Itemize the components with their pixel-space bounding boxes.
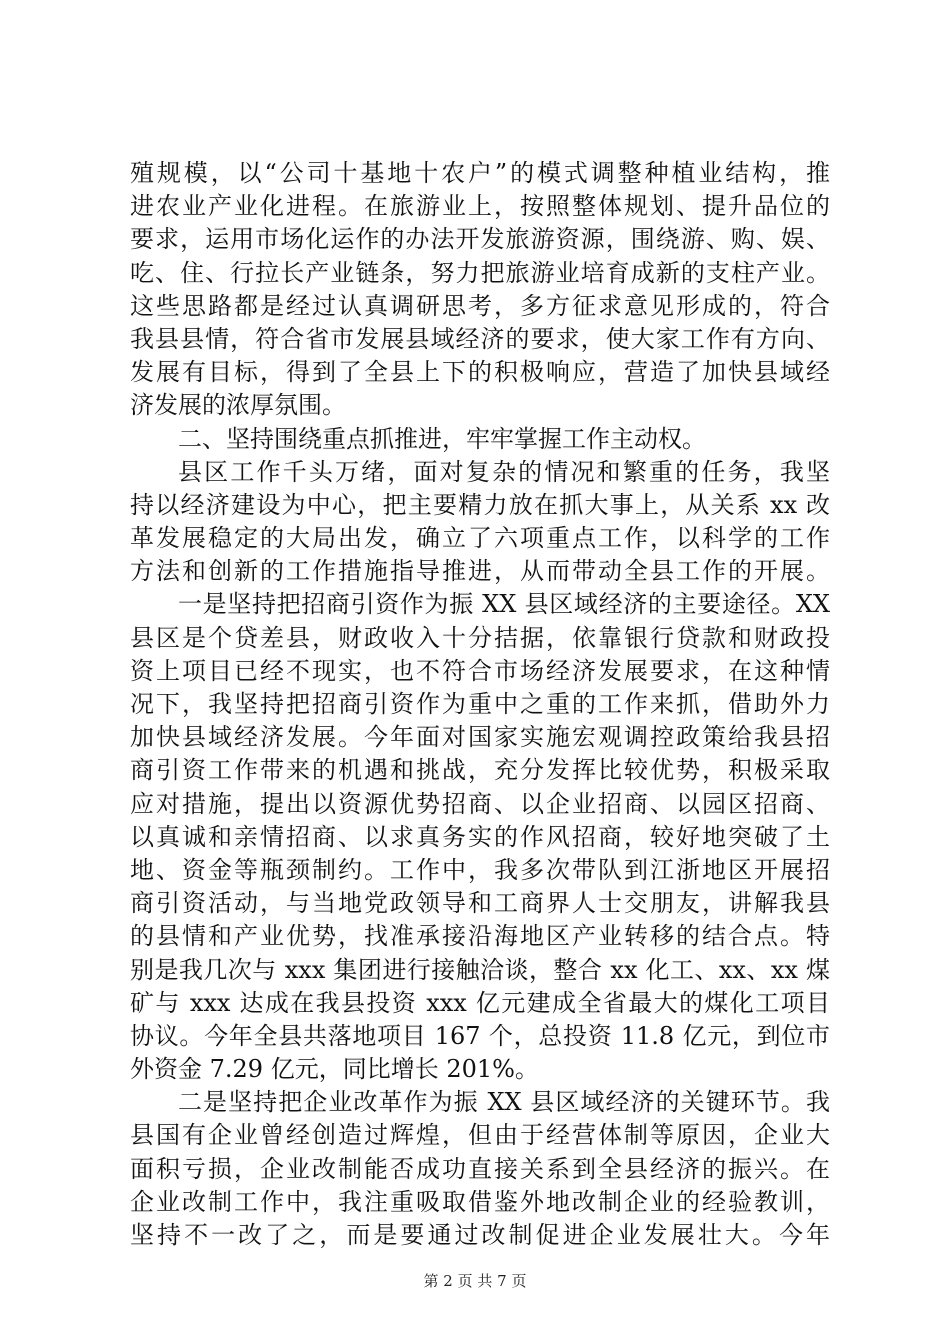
section-heading: 二、坚持围绕重点抓推进，牢牢掌握工作主动权。 <box>178 424 706 453</box>
body-text <box>130 157 830 1252</box>
text-line: 应对措施，提出以资源优势招商、以企业招商、以园区招商、 <box>130 789 830 818</box>
text-line: 方法和创新的工作措施指导推进，从而带动全县工作的开展。 <box>130 557 830 586</box>
text-line: 地、资金等瓶颈制约。工作中，我多次带队到江浙地区开展招 <box>130 855 830 884</box>
text-line: 济发展的浓厚氛围。 <box>130 391 346 420</box>
text-line: 协议。今年全县共落地项目 167 个，总投资 11.8 亿元，到位市 <box>130 1021 830 1050</box>
page-number-footer: 第 2 页 共 7 页 <box>423 1272 527 1290</box>
text-line: 资上项目已经不现实，也不符合市场经济发展要求，在这种情 <box>130 656 830 685</box>
text-line: 商引资活动，与当地党政领导和工商界人士交朋友，讲解我县 <box>130 889 830 918</box>
text-line: 别是我几次与 xxx 集团进行接触洽谈，整合 xx 化工、xx、xx 煤 <box>130 955 830 984</box>
text-line: 要求，运用市场化运作的办法开发旅游资源，围绕游、购、娱、 <box>130 225 830 254</box>
text-line: 县国有企业曾经创造过辉煌，但由于经营体制等原因，企业大 <box>130 1121 830 1150</box>
text-line: 坚持不一改了之，而是要通过改制促进企业发展壮大。今年 <box>130 1221 830 1249</box>
text-line: 以真诚和亲情招商、以求真务实的作风招商，较好地突破了土 <box>130 822 830 851</box>
text-line: 殖规模，以“公司十基地十农户”的模式调整种植业结构，推 <box>130 159 830 187</box>
text-line: 发展有目标，得到了全县上下的积极响应，营造了加快县域经 <box>130 358 830 387</box>
text-line: 外资金 7.29 亿元，同比增长 201%。 <box>130 1055 539 1084</box>
text-line: 矿与 xxx 达成在我县投资 xxx 亿元建成全省最大的煤化工项目 <box>130 988 830 1017</box>
text-line: 进农业产业化进程。在旅游业上，按照整体规划、提升品位的 <box>130 192 830 221</box>
text-line: 况下，我坚持把招商引资作为重中之重的工作来抓，借助外力 <box>130 690 830 718</box>
text-line: 我县县情，符合省市发展县域经济的要求，使大家工作有方向、 <box>130 324 830 353</box>
text-line: 面积亏损，企业改制能否成功直接关系到全县经济的振兴。在 <box>130 1154 830 1183</box>
text-line: 吃、住、行拉长产业链条，努力把旅游业培育成新的支柱产业。 <box>130 258 830 287</box>
text-line: 县区工作千头万绪，面对复杂的情况和繁重的任务，我坚 <box>178 457 830 486</box>
text-line: 县区是个贷差县，财政收入十分拮据，依靠银行贷款和财政投 <box>130 623 830 652</box>
text-line: 一是坚持把招商引资作为振 XX 县区域经济的主要途径。XX <box>178 590 830 619</box>
text-line: 加快县域经济发展。今年面对国家实施宏观调控政策给我县招 <box>130 723 830 752</box>
text-line: 革发展稳定的大局出发，确立了六项重点工作，以科学的工作 <box>130 524 830 553</box>
text-line: 企业改制工作中，我注重吸取借鉴外地改制企业的经验教训， <box>130 1187 830 1216</box>
text-line: 这些思路都是经过认真调研思考，多方征求意见形成的，符合 <box>130 291 830 320</box>
text-line: 持以经济建设为中心，把主要精力放在抓大事上，从关系 xx 改 <box>130 490 830 519</box>
text-line: 二是坚持把企业改革作为振 XX 县区域经济的关键环节。我 <box>178 1088 830 1117</box>
text-line: 商引资工作带来的机遇和挑战，充分发挥比较优势，积极采取 <box>130 756 830 785</box>
text-line: 的县情和产业优势，找准承接沿海地区产业转移的结合点。特 <box>130 922 830 951</box>
